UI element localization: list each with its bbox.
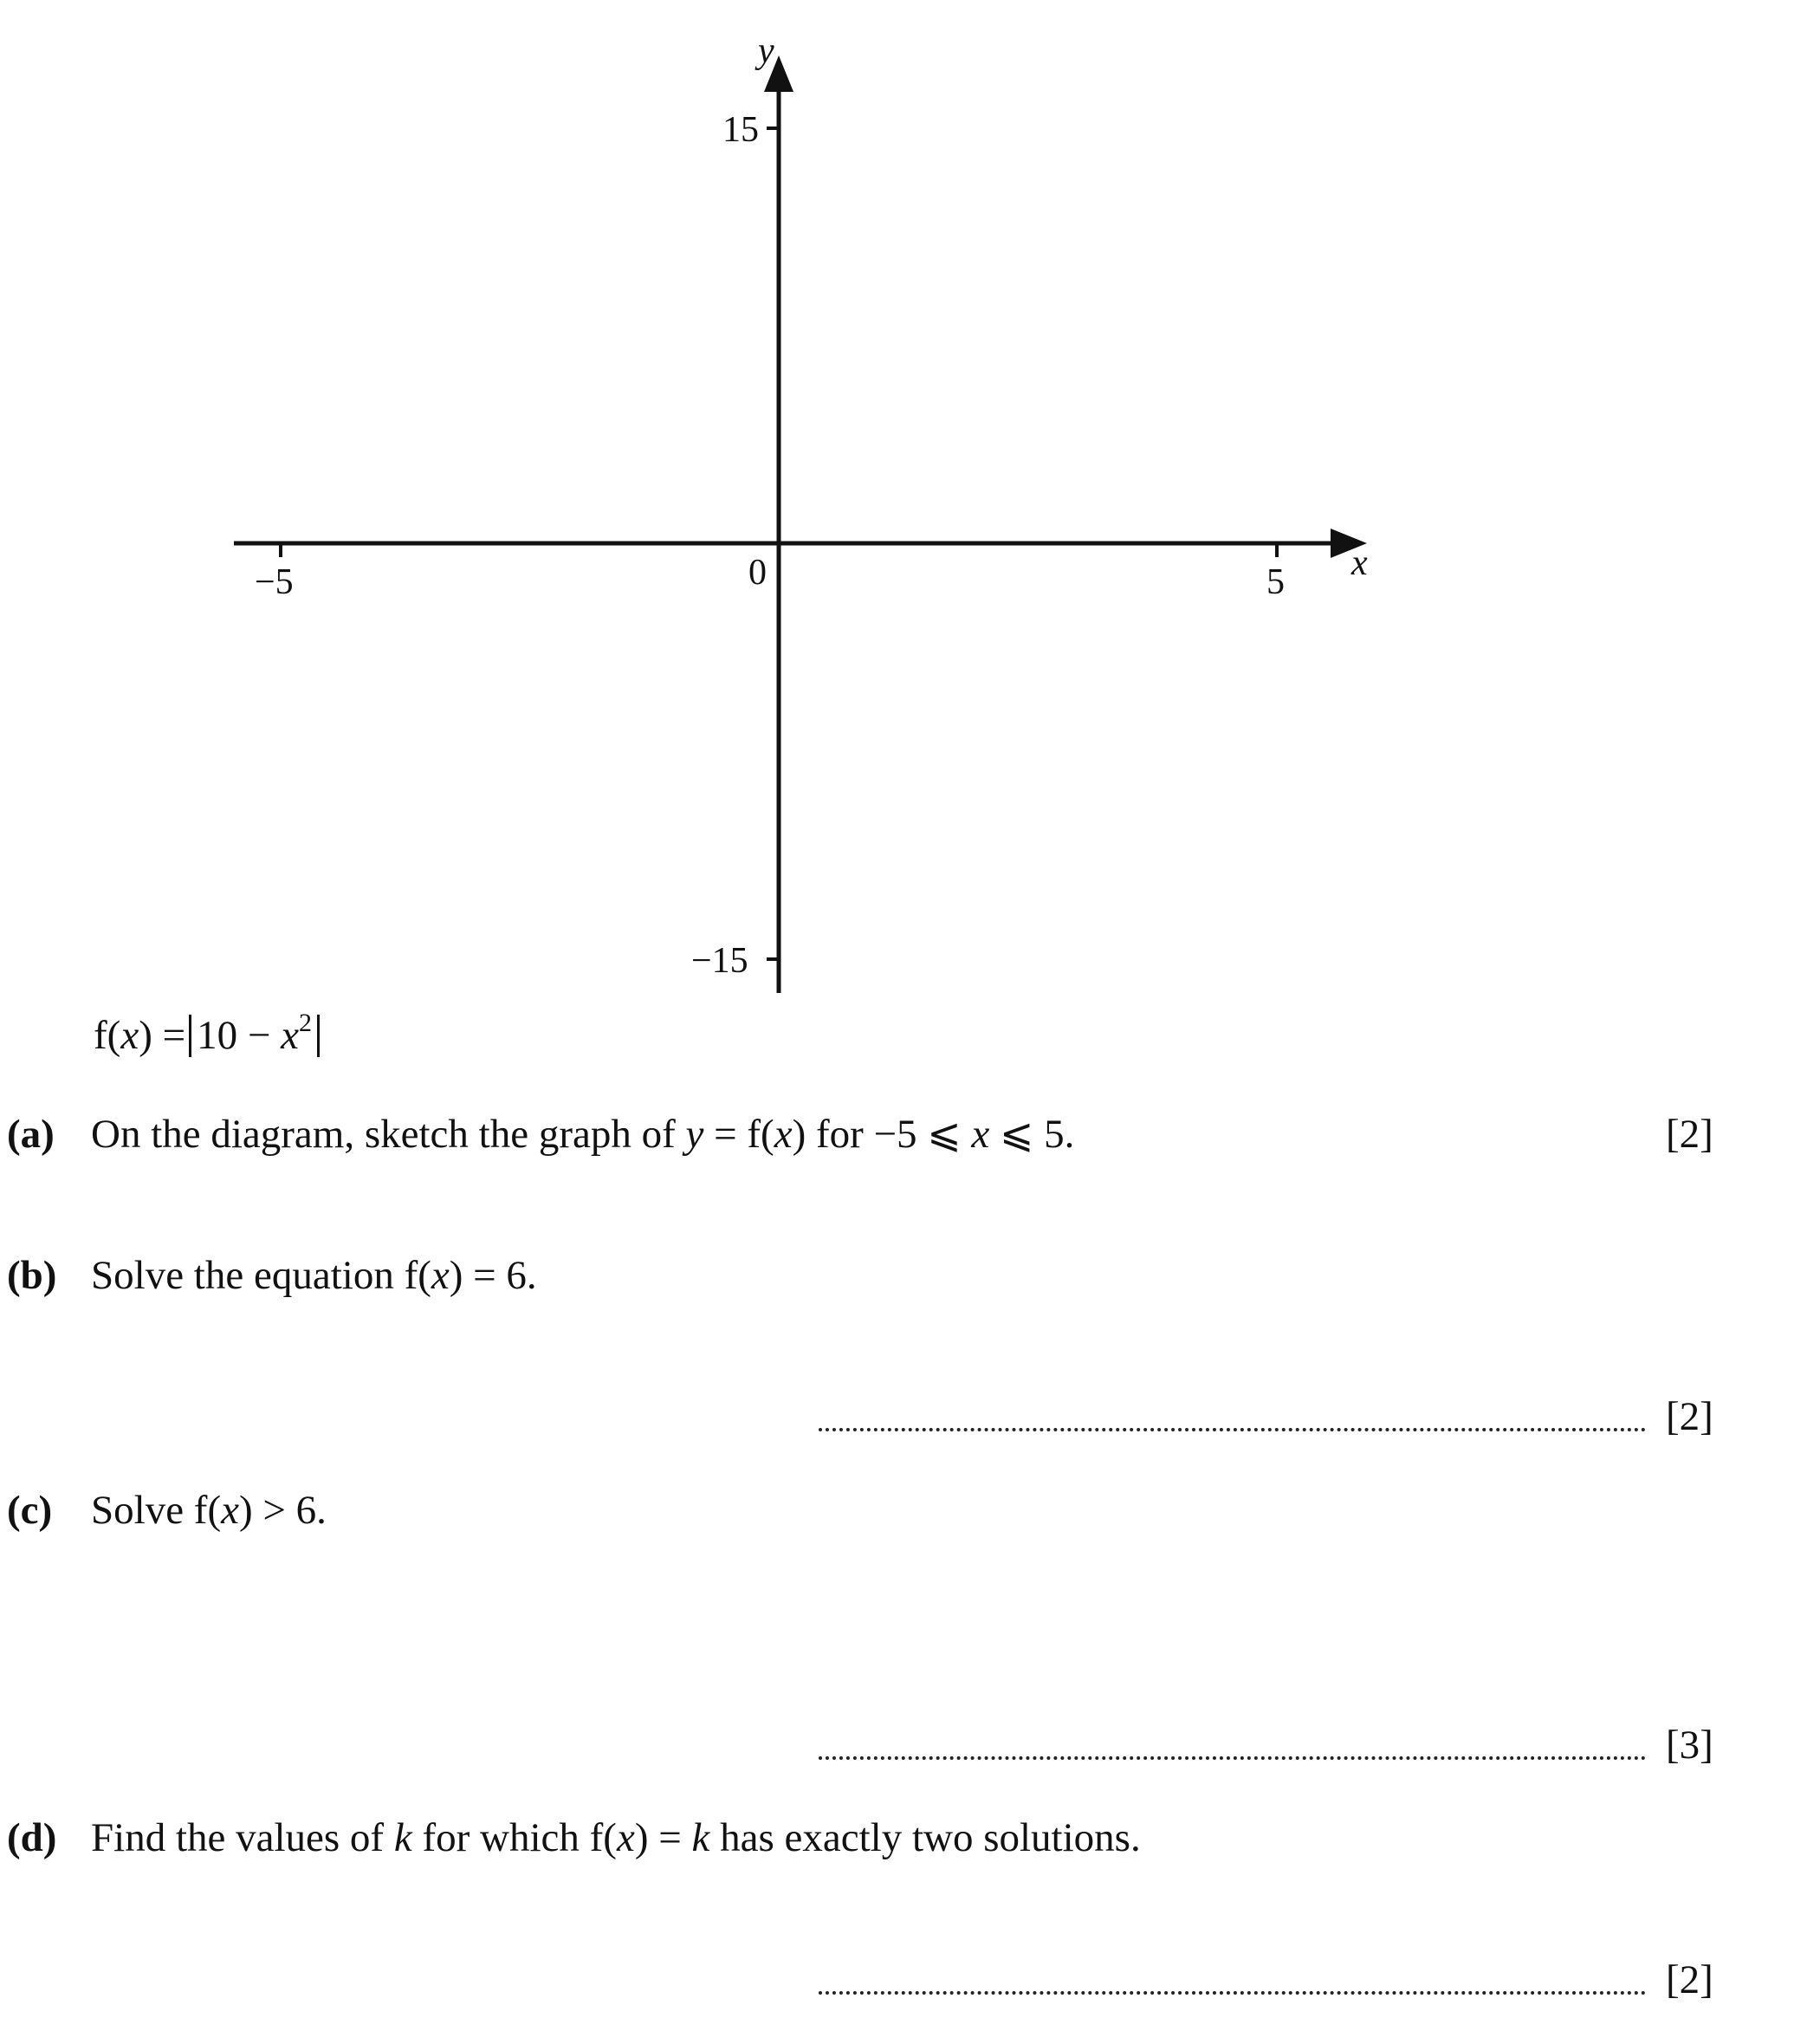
question-d-marks: [2] (1666, 1957, 1713, 2002)
absolute-value-expression: $10 - x^2$ (189, 1015, 320, 1057)
formula-lhs: f( (94, 1013, 121, 1058)
origin-label: 0 (748, 553, 767, 593)
y-tick-label-neg15: −15 (691, 941, 748, 981)
function-definition (94, 1009, 323, 1058)
question-a-label: (a) (7, 1112, 55, 1157)
question-c-text: Solve f(x) > 6. (91, 1488, 327, 1533)
formula-var: x (120, 1013, 139, 1058)
question-a-text: On the diagram, sketch the graph of y = f(x) for −5 ⩽ x ⩽ 5. (91, 1112, 1075, 1157)
question-d-text: Find the values of k for which f(x) = k has exactly two solutions. (91, 1815, 1141, 1860)
answer-line-d[interactable] (819, 1991, 1646, 1995)
question-a-marks: [2] (1666, 1112, 1713, 1157)
question-b-label: (b) (7, 1253, 57, 1298)
y-tick-label-pos15: 15 (722, 110, 759, 150)
question-d-label: (d) (7, 1815, 57, 1860)
x-tick-label-pos5: 5 (1266, 562, 1285, 602)
x-axis-label: x (1351, 543, 1368, 583)
question-b-text: Solve the equation f(x) = 6. (91, 1253, 537, 1298)
question-b-marks: [2] (1666, 1394, 1713, 1439)
answer-line-c[interactable] (819, 1756, 1646, 1760)
question-c-marks: [3] (1666, 1723, 1713, 1768)
y-axis-label: y (758, 31, 774, 71)
formula-rhs-open: ) = (139, 1013, 186, 1058)
question-c-label: (c) (7, 1488, 53, 1533)
answer-line-b[interactable] (819, 1428, 1646, 1431)
x-tick-label-neg5: −5 (255, 562, 294, 602)
